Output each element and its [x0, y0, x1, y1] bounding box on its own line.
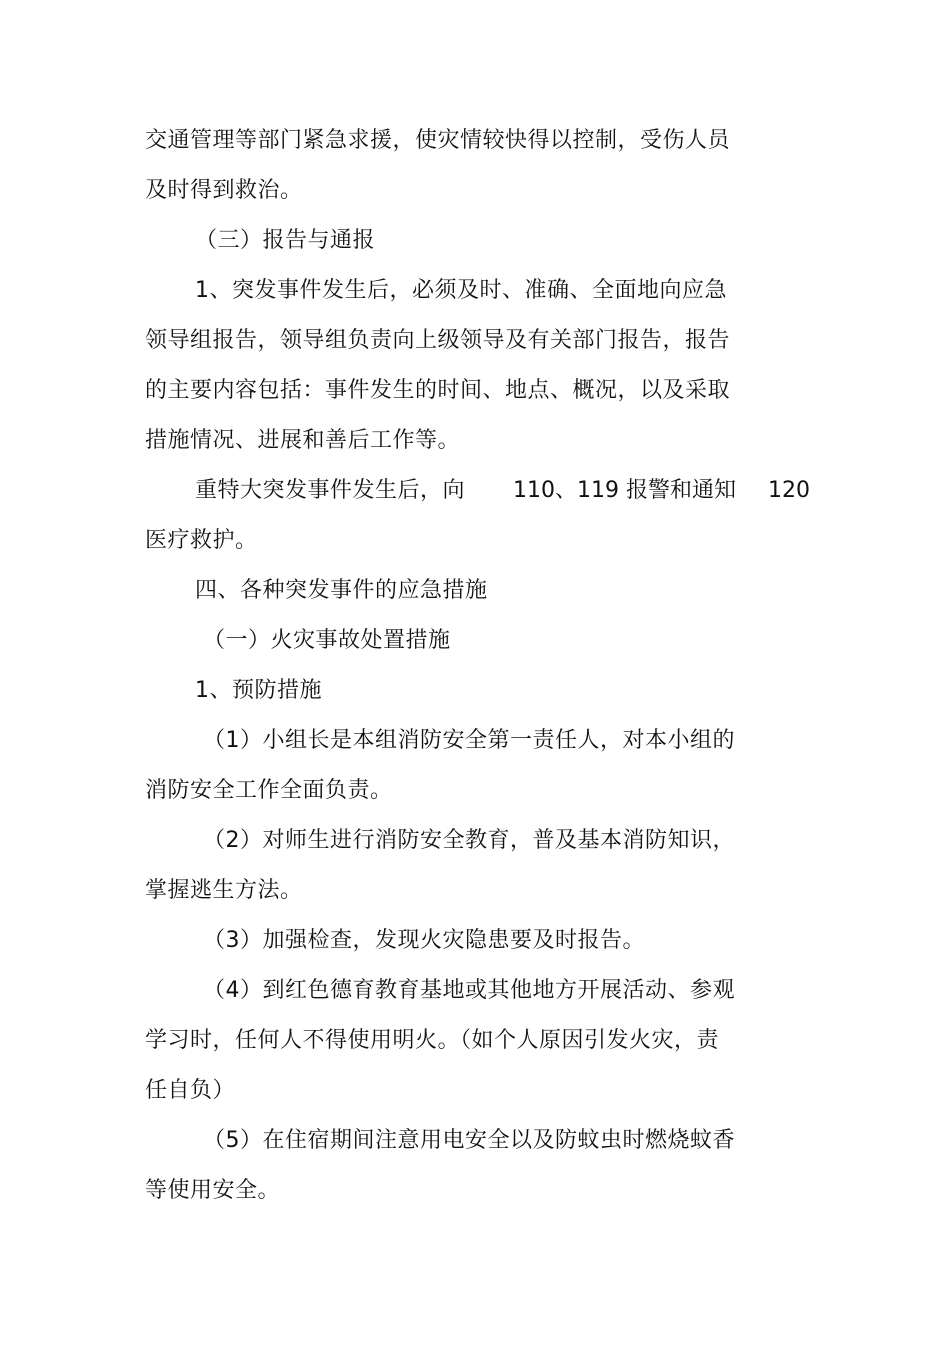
section-heading: （三）报告与通报 — [195, 228, 376, 253]
paragraph-line: 医疗救护。 — [145, 528, 258, 553]
paragraph-line: 掌握逃生方法。 — [145, 878, 303, 903]
paragraph-line: 及时得到救治。 — [145, 178, 303, 203]
paragraph-line: 学习时，任何人不得使用明火。（如个人原因引发火灾，责 — [145, 1028, 720, 1053]
paragraph-line: 措施情况、进展和善后工作等。 — [145, 428, 461, 453]
paragraph-line: 领导组报告，领导组负责向上级领导及有关部门报告，报告 — [145, 328, 731, 353]
paragraph-line: 消防安全工作全面负责。 — [145, 778, 393, 803]
paragraph-line: 任自负） — [145, 1078, 236, 1103]
medical-number: 120 — [768, 478, 810, 503]
paragraph-line: 交通管理等部门紧急求援，使灾情较快得以控制，受伤人员 — [145, 128, 731, 153]
section-heading: 四、各种突发事件的应急措施 — [195, 578, 488, 603]
list-item: （1）小组长是本组消防安全第一责任人，对本小组的 — [203, 728, 735, 753]
paragraph-line: 的主要内容包括：事件发生的时间、地点、概况，以及采取 — [145, 378, 731, 403]
list-item: （3）加强检查，发现火灾隐患要及时报告。 — [203, 928, 645, 953]
paragraph-line: 等使用安全。 — [145, 1178, 281, 1203]
list-item: （4）到红色德育教育基地或其他地方开展活动、参观 — [203, 978, 735, 1003]
list-item: （2）对师生进行消防安全教育，普及基本消防知识， — [203, 828, 735, 853]
paragraph-line: 重特大突发事件发生后，向 — [195, 478, 466, 503]
paragraph-line: 1、突发事件发生后，必须及时、准确、全面地向应急 — [195, 278, 727, 303]
section-heading: 1、预防措施 — [195, 678, 322, 703]
emergency-numbers: 110、119 报警和通知 — [513, 478, 736, 503]
section-heading: （一）火灾事故处置措施 — [203, 628, 451, 653]
list-item: （5）在住宿期间注意用电安全以及防蚊虫时燃烧蚊香 — [203, 1128, 735, 1153]
